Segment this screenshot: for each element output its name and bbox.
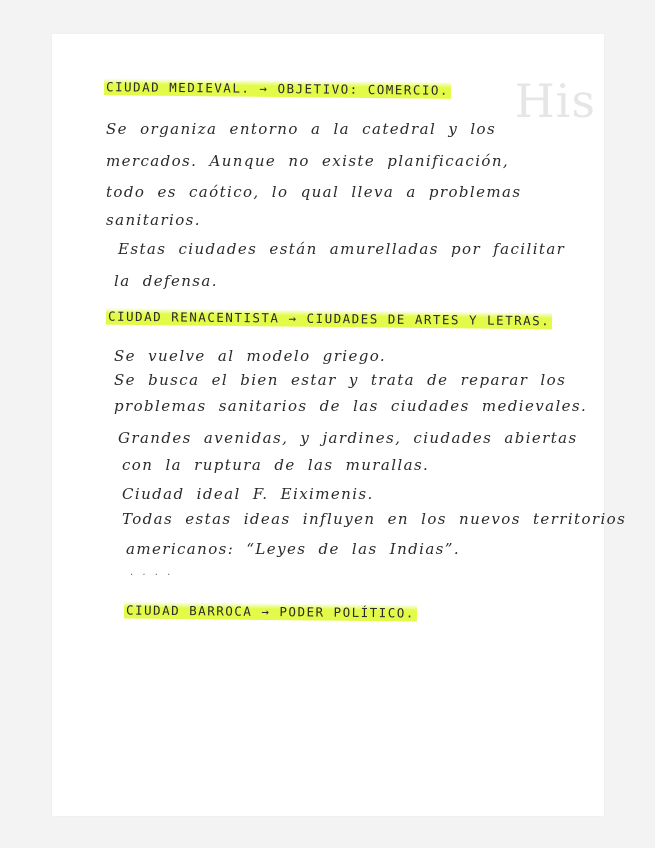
- note-line: Estas ciudades están amurelladas por facilitar: [118, 240, 566, 258]
- section-heading-barroca: [118, 600, 423, 623]
- heading-text: CIUDAD MEDIEVAL. → OBJETIVO: COMERCIO.: [104, 78, 451, 99]
- note-line: con la ruptura de las murallas.: [122, 456, 430, 474]
- note-line: Grandes avenidas, y jardines, ciudades abiertas: [118, 429, 578, 447]
- note-line: problemas sanitarios de las ciudades medievales.: [114, 397, 588, 415]
- bleed-through-text: His: [514, 74, 596, 128]
- note-line: todo es caótico, lo qual lleva a problemas: [106, 183, 522, 201]
- note-line: Ciudad ideal F. Eiximenis.: [122, 485, 374, 503]
- note-line: mercados. Aunque no existe planificación,: [106, 152, 510, 170]
- note-line: la defensa.: [114, 272, 218, 290]
- note-line: Se busca el bien estar y trata de reparar los: [114, 371, 567, 389]
- note-line: americanos: “Leyes de las Indias”.: [126, 540, 461, 558]
- faint-marks: · · · ·: [130, 570, 174, 581]
- note-line: sanitarios.: [106, 211, 201, 229]
- heading-text: CIUDAD RENACENTISTA → CIUDADES DE ARTES Y LETRAS.: [106, 308, 552, 330]
- note-line: Se vuelve al modelo griego.: [114, 347, 387, 365]
- note-line: Se organiza entorno a la catedral y los: [106, 120, 497, 138]
- heading-text: CIUDAD BARROCA → PODER POLÍTICO.: [124, 601, 417, 621]
- section-heading-medieval: [98, 77, 457, 101]
- note-line: Todas estas ideas influyen en los nuevos territorios: [122, 510, 627, 528]
